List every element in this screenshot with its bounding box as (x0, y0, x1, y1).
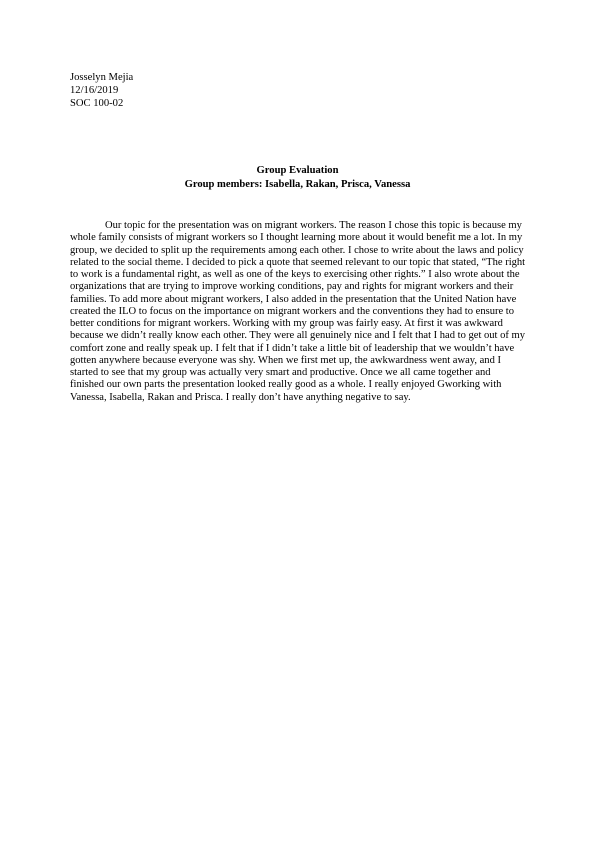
author-header (70, 71, 133, 111)
course-code: SOC 100-02 (70, 98, 124, 110)
document-title-block (0, 164, 595, 192)
author-name: Josselyn Mejia (70, 72, 134, 83)
group-members-line: Group members: Isabella, Rakan, Prisca, Vanessa (184, 179, 411, 190)
document-title: Group Evaluation (256, 165, 339, 176)
body-paragraph: Our topic for the presentation was on migrant workers. The reason I chose this topic is because my whole family consists of migrant workers so I thought learning more about it would benefit me a lot. In my group, we decided to split up the requirements among each other. I chose to write about the laws and policy related to the social theme. I decided to pick a quote that seemed relevant to our topic that stated, “The right to work is a fundamental right, as well as one of the keys to exercising other rights.” I also wrote about the organizations that are trying to improve working conditions, pay and rights for migrant workers and their families. To add more about migrant workers, I also added in the presentation that the United Nation have created the ILO to focus on the importance on migrant workers and the conventions they had to ensure to better conditions for migrant workers. Working with my group was fairly easy. At first it was awkward because we didn’t really know each other. They were all genuinely nice and I felt that I had to get out of my comfort zone and really speak up. I felt that if I didn’t take a little bit of leadership that we wouldn’t have gotten anywhere because everyone was shy. When we first met up, the awkwardness went away, and I started to see that my group was actually very smart and productive. Once we all came together and finished our own parts the presentation looked really good as a whole. I really enjoyed Gworking with Vanessa, Isabella, Rakan and Prisca. I really don’t have anything negative to say. (70, 220, 526, 403)
document-date: 12/16/2019 (70, 85, 119, 97)
